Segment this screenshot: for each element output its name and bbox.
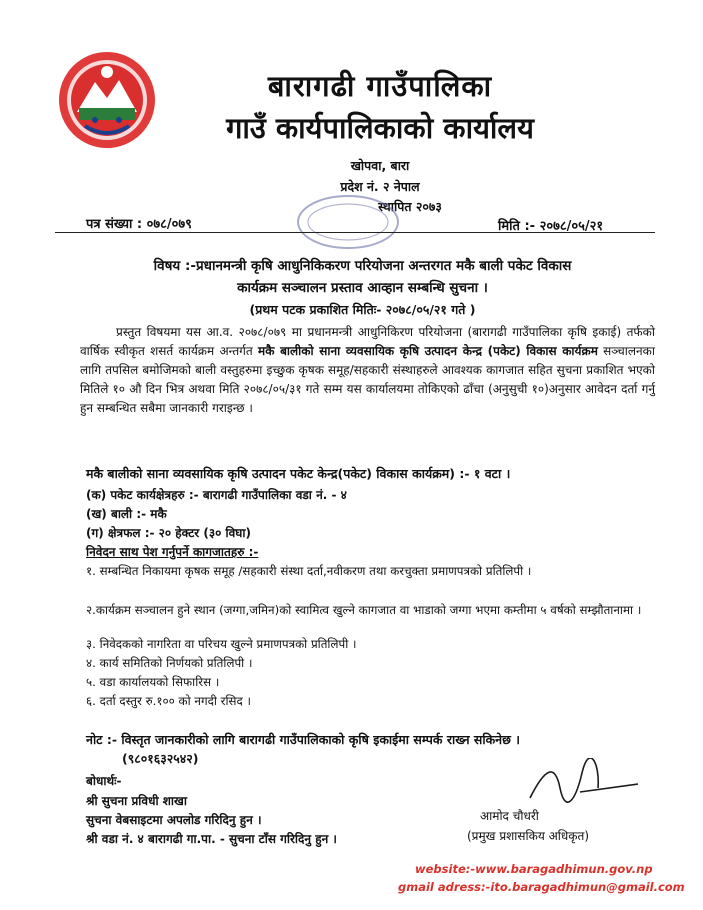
office-stamp bbox=[288, 186, 408, 258]
letter-number: पत्र संख्या : ०७८/०७९ bbox=[86, 217, 192, 232]
documents-heading: निवेदन साथ पेश गर्नुपर्ने कागजातहरु :- bbox=[86, 545, 259, 559]
signatory-title: (प्रमुख प्रशासकिय अधिकृत) bbox=[467, 829, 590, 843]
document-item-2: २.कार्यक्रम सञ्चालन हुने स्थान (जग्गा,जमिन)को स्वामित्व खुल्ने कागजात वा भाडाको जग्गा भएमा कम्तीमा ५ वर्षको सम्झौतानामा । bbox=[86, 603, 642, 617]
note-line-1: नोट :- विस्तृत जानकारीको लागि बारागढी गाउँपालिकाको कृषि इकाईमा सम्पर्क राख्न सकिनेछ । bbox=[86, 732, 520, 747]
document-item-6: ६. दर्ता दस्तुर रु.१०० को नगदी रसिद । bbox=[86, 694, 252, 708]
subject-block bbox=[70, 255, 655, 321]
office-subtitle: गाउँ कार्यपालिकाको कार्यालय bbox=[226, 111, 534, 145]
cc-heading: बोधार्थः- bbox=[86, 774, 122, 788]
cc-item-2: सुचना वेबसाइटमा अपलोड गरिदिनु हुन । bbox=[86, 813, 262, 827]
document-item-3: ३. निवेदकको नागरिता वा परिचय खुल्ने प्रमाणपत्रको प्रतिलिपी । bbox=[86, 637, 357, 651]
municipality-logo bbox=[55, 48, 159, 152]
header-divider bbox=[55, 232, 655, 233]
signatory-name: आमोद चौधरी bbox=[480, 809, 539, 823]
note-phone: (९८०१६३२५४२) bbox=[122, 751, 199, 766]
body-text-after: सञ्चालनका लागि तपसिल बमोजिमको बाली वस्तुहरुमा इच्छुक कृषक समूह/सहकारी संस्थाहरुले आवश्यक कागजात सहित सुचना प्रकाशित भएको मितिले १० औ दिन भित्र अथवा मिति २०७८/०५/३१ गते सम्म यस कार्यालयमा तोकिएको ढाँचा (अनुसुची १०)अनुसार आवेदन दर्ता गर्नु हुन सम्बन्धित सबैमा जानकारी गराइन्छ । bbox=[80, 344, 655, 415]
address-line-3: स्थापित २०७३ bbox=[378, 199, 442, 214]
letter-date: मिति :- २०७८/०५/२१ bbox=[498, 219, 604, 234]
body-text-bold: मकै बालीको साना व्यवसायिक कृषि उत्पादन केन्द्र (पकेट) विकास कार्यक्रम bbox=[258, 344, 598, 358]
subject-line-1: विषय :-प्रधानमन्त्री कृषि आधुनिकिकरण परियोजना अन्तरगत मकै बाली पकेट विकास bbox=[153, 258, 572, 274]
address-line-2: प्रदेश नं. २ नेपाल bbox=[340, 179, 420, 194]
office-name: बारागढी गाउँपालिका bbox=[267, 69, 493, 103]
handwritten-signature bbox=[520, 758, 640, 810]
document-item-1: १. सम्बन्धित निकायमा कृषक समूह /सहकारी संस्था दर्ता,नवीकरण तथा करचुक्ता प्रमाणपत्रको प्रतिलिपी । bbox=[86, 564, 532, 578]
document-item-5: ५. वडा कार्यालयको सिफारिस । bbox=[86, 675, 220, 689]
program-heading: मकै बालीको साना व्यवसायिक कृषि उत्पादन पकेट केन्द्र(पकेट) विकास कार्यक्रम) :- १ वटा । bbox=[86, 466, 511, 481]
program-size: (ग) क्षेत्रफल :- २० हेक्टर (३० विघा) bbox=[86, 526, 251, 540]
footer-website: website:-www.baragadhimun.gov.np bbox=[415, 862, 653, 876]
cc-item-3: श्री वडा नं. ४ बारागढी गा.पा. - सुचना टाँस गरिदिनु हुन । bbox=[86, 832, 337, 846]
body-paragraph bbox=[80, 323, 655, 418]
subject-line-3: (प्रथम पटक प्रकाशित मितिः- २०७८/०५/२१ गते ) bbox=[249, 302, 476, 317]
program-area: (क) पकेट कार्यक्षेत्रहरु :- बारागढी गाउँपालिका वडा नं. - ४ bbox=[86, 488, 347, 502]
subject-line-2: कार्यक्रम सञ्चालन प्रस्ताव आव्हान सम्बन्धि सुचना । bbox=[237, 280, 488, 296]
address-line-1: खोपवा, बारा bbox=[350, 158, 410, 173]
program-crop: (ख) बाली :- मकै bbox=[86, 507, 167, 521]
document-item-4: ४. कार्य समितिको निर्णयको प्रतिलिपी । bbox=[86, 656, 253, 670]
footer-email: gmail adress:-ito.baragadhimun@gmail.com bbox=[398, 880, 685, 894]
body-text-before: प्रस्तुत विषयमा यस आ.व. २०७८/०७९ मा प्रधानमन्त्री आधुनिकिरण परियोजना (बारागढी गाउँपालिका कृषि इकाई) तर्फको वार्षिक स्वीकृत शसर्त कार्यक्रम अन्तर्गत bbox=[80, 325, 655, 358]
cc-item-1: श्री सुचना प्रविधी शाखा bbox=[86, 794, 187, 808]
